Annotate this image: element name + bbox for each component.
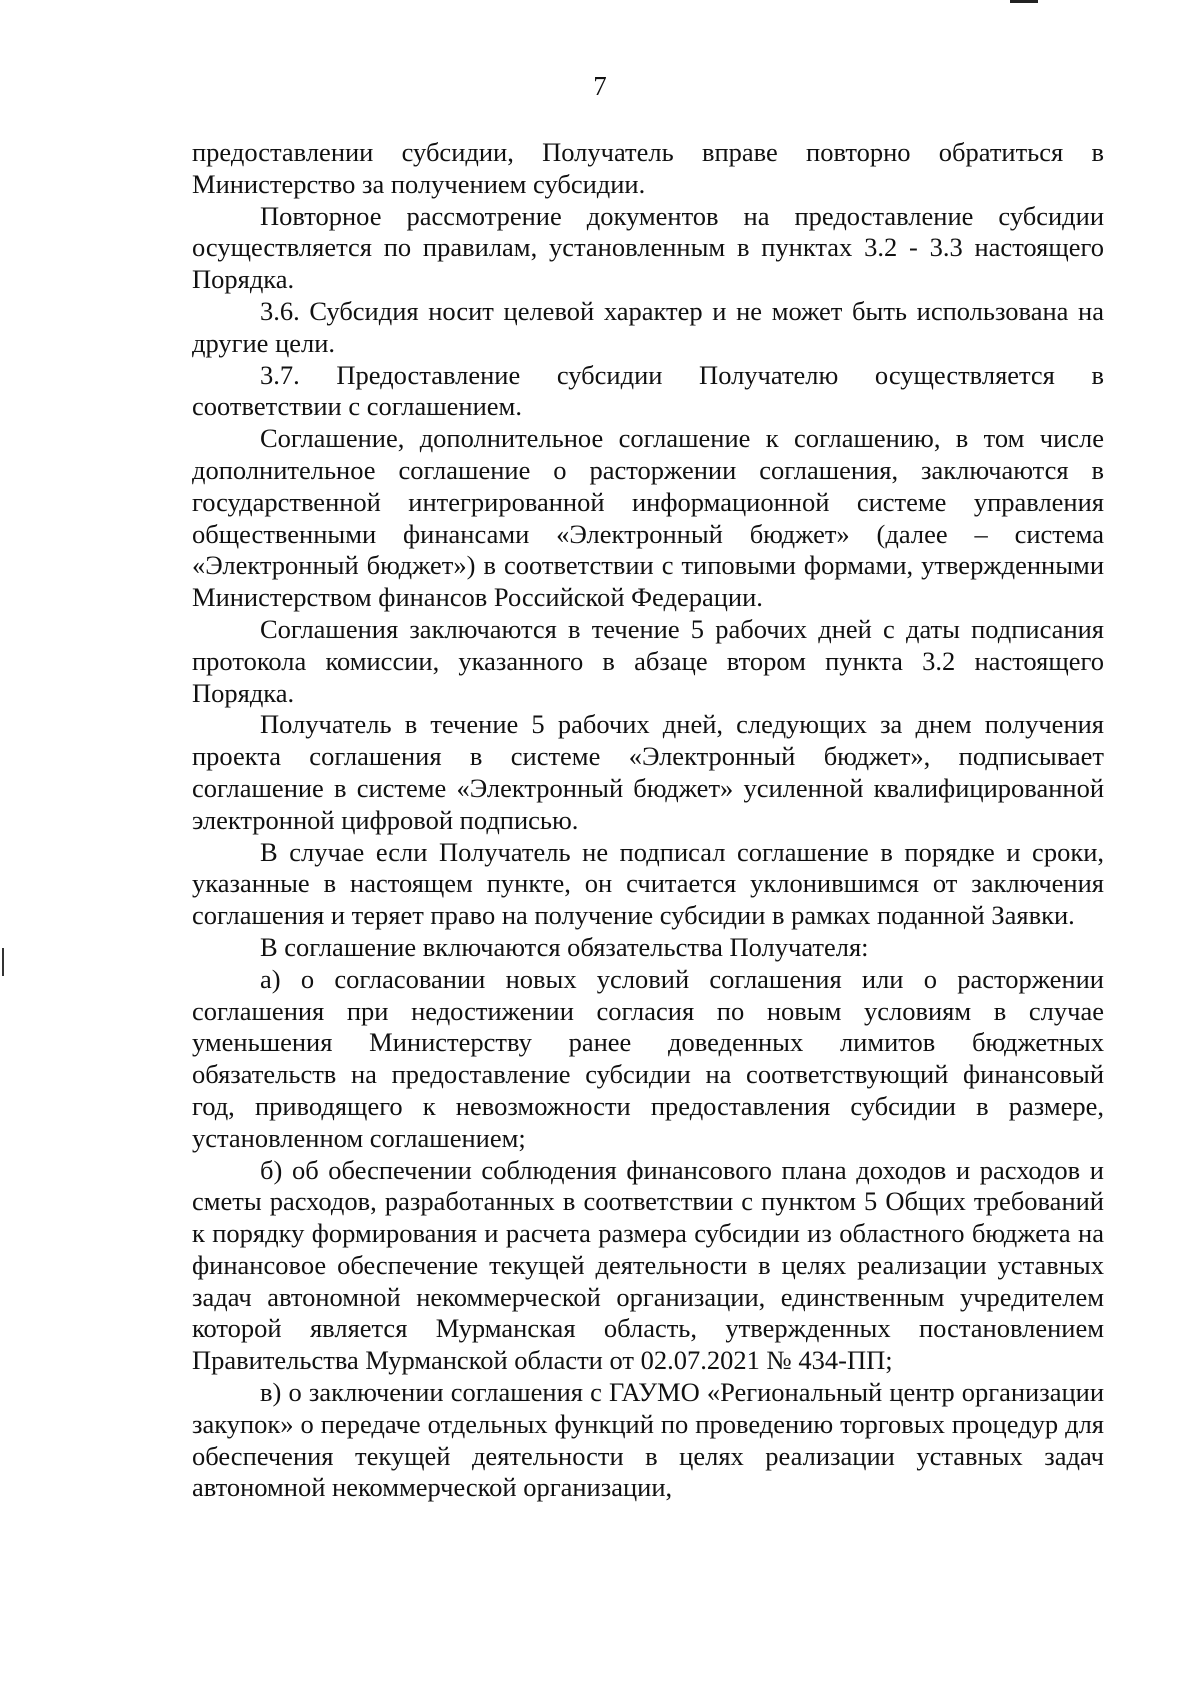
paragraph-continuation: предоставлении субсидии, Получатель вправе повторно обратиться в Министерство за получением субсидии. <box>192 137 1104 199</box>
document-body <box>192 137 1104 1504</box>
page-number: 7 <box>593 71 607 101</box>
paragraph-obligation-b: б) об обеспечении соблюдения финансового плана доходов и расходов и сметы расходов, разработанных в соответствии с пунктом 5 Общих требований к порядку формирования и расчета размера субсидии из областного бюджета на финансовое обеспечение текущей деятельности в целях реализации уставных задач автономной некоммерческой организации, единственным учредителем которой является Мурманская область, утвержденных постановлением Правительства Мурманской области от 02.07.2021 № 434-ПП; <box>192 1154 1104 1376</box>
paragraph-3-7: 3.7. Предоставление субсидии Получателю осуществляется в соответствии с соглашением. <box>192 359 1104 422</box>
scan-margin-mark <box>2 948 4 976</box>
paragraph-agreement-system: Соглашение, дополнительное соглашение к соглашению, в том числе дополнительное соглашение о расторжении соглашения, заключаются в государственной интегрированной информационной системе управления общественными финансами «Электронный бюджет» (далее – система «Электронный бюджет») в соответствии с типовыми формами, утвержденными Министерством финансов Российской Федерации. <box>192 423 1104 613</box>
paragraph-signing: Получатель в течение 5 рабочих дней, следующих за днем получения проекта соглашения в системе «Электронный бюджет», подписывает соглашение в системе «Электронный бюджет» усиленной квалифицированной электронной цифровой подписью. <box>192 709 1104 835</box>
scan-edge-mark <box>1010 0 1038 3</box>
paragraph-evasion: В случае если Получатель не подписал соглашение в порядке и сроки, указанные в настоящем пункте, он считается уклонившимся от заключения соглашения и теряет право на получение субсидии в рамках поданной Заявки. <box>192 836 1104 931</box>
paragraph-obligation-a: а) о согласовании новых условий соглашения или о расторжении соглашения при недостижении согласия по новым условиям в случае уменьшения Министерству ранее доведенных лимитов бюджетных обязательств на предоставление субсидии на соответствующий финансовый год, приводящего к невозможности предоставления субсидии в размере, установленном соглашением; <box>192 963 1104 1153</box>
paragraph-agreement-terms: Соглашения заключаются в течение 5 рабочих дней с даты подписания протокола комиссии, указанного в абзаце втором пункта 3.2 настоящего Порядка. <box>192 613 1104 708</box>
paragraph-3-6: 3.6. Субсидия носит целевой характер и не может быть использована на другие цели. <box>192 295 1104 358</box>
paragraph-obligation-c: в) о заключении соглашения с ГАУМО «Региональный центр организации закупок» о передаче отдельных функций по проведению торговых процедур для обеспечения текущей деятельности в целях реализации уставных задач автономной некоммерческой организации, <box>192 1377 1104 1503</box>
paragraph-review-rules: Повторное рассмотрение документов на предоставление субсидии осуществляется по правилам, установленным в пунктах 3.2 - 3.3 настоящего Порядка. <box>192 200 1104 295</box>
paragraph-obligations-intro: В соглашение включаются обязательства Получателя: <box>260 931 869 962</box>
